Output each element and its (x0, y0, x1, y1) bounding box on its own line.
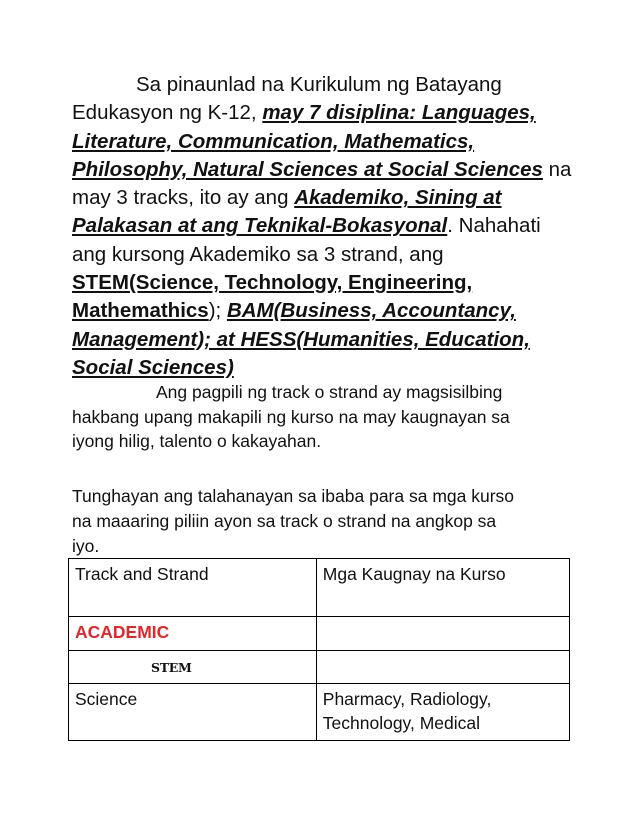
table-intro-line-3: iyo. (72, 535, 100, 556)
intro-text: Edukasyon ng K-12, (72, 101, 263, 125)
stem-strand-end: Mathemathics (72, 299, 209, 323)
disciplines-line-2: Philosophy, Natural Sciences at Social Sciences (72, 157, 543, 181)
track-choice-paragraph (72, 380, 572, 454)
courses-table (68, 558, 570, 741)
intro-line-4 (72, 156, 572, 184)
intro-line-9 (72, 297, 572, 325)
science-courses (316, 684, 569, 741)
intro-line-6 (72, 212, 572, 240)
header-related-courses: Mga Kaugnay na Kurso (316, 559, 569, 617)
intro-text: . Nahahati (447, 214, 541, 238)
science-track: Science (69, 684, 317, 741)
table-intro-paragraph (72, 484, 572, 558)
hess-strand-line: Management); at HESS(Humanities, Education, (72, 327, 530, 351)
science-courses-line-1: Pharmacy, Radiology, (322, 689, 492, 709)
intro-paragraph (72, 71, 572, 382)
table-header-row (69, 559, 570, 617)
stem-strand-line: STEM(Science, Technology, Engineering, (72, 271, 473, 295)
table-row (69, 617, 570, 651)
track-choice-line-3: iyong hilig, talento o kakayahan. (72, 431, 322, 451)
table-intro-line-1: Tunghayan ang talahanayan sa ibaba para sa mga kurso (72, 486, 515, 506)
intro-text: na (542, 157, 572, 181)
disciplines-emphasis: may 7 disiplina: Languages, (262, 101, 536, 125)
table-row (69, 651, 570, 684)
disciplines-line-1: Literature, Communication, Mathematics, (72, 129, 475, 153)
tracks-emphasis-2: Palakasan at ang Teknikal-Bokasyonal (72, 214, 448, 238)
hess-strand-end: Social Sciences) (72, 355, 234, 379)
intro-line-7: ang kursong Akademiko sa 3 strand, ang (72, 242, 444, 266)
header-track-strand: Track and Strand (69, 559, 317, 617)
stem-cell (69, 651, 317, 684)
table-intro-line-2: na maaaring piliin ayon sa track o strand na angkop sa (72, 510, 497, 531)
bam-strand: BAM(Business, Accountancy, (226, 299, 516, 323)
table-row (69, 684, 570, 741)
empty-cell (316, 651, 569, 684)
track-choice-line-2: hakbang upang makapili ng kurso na may kaugnayan sa (72, 406, 510, 427)
stem-label: STEM (151, 660, 192, 675)
intro-text: ); (208, 299, 227, 323)
intro-line-1: Sa pinaunlad na Kurikulum ng Batayang (136, 73, 502, 96)
empty-cell (316, 617, 569, 651)
academic-label: ACADEMIC (69, 617, 317, 651)
intro-text: may 3 tracks, ito ay ang (72, 186, 295, 210)
science-courses-line-2: Technology, Medical (322, 713, 481, 733)
intro-line-2 (72, 99, 572, 127)
tracks-emphasis-1: Akademiko, Sining at (294, 186, 502, 210)
intro-line-5 (72, 184, 572, 212)
track-choice-line-1: Ang pagpili ng track o strand ay magsisilbing (156, 382, 503, 402)
